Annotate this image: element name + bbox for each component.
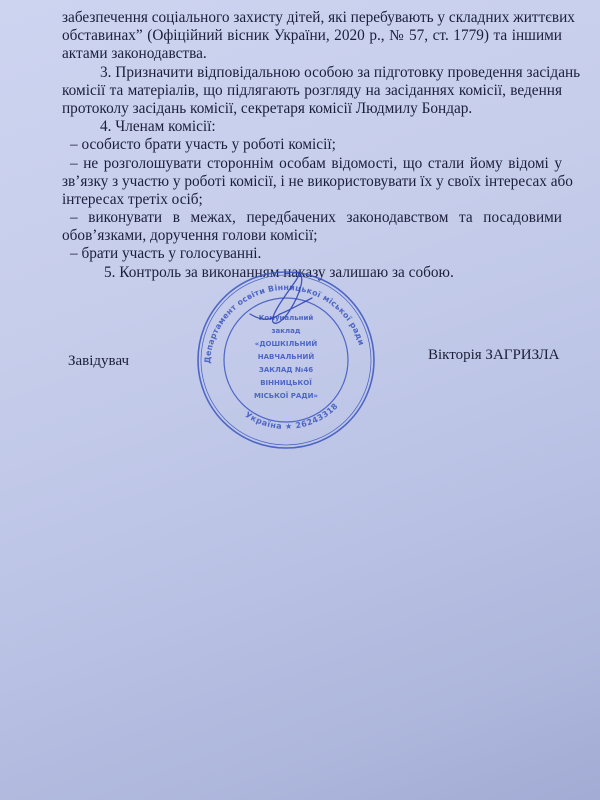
stamp-graphic	[196, 270, 376, 450]
paragraph-line: обов’язками, доручення голови комісії;	[62, 227, 318, 245]
stamp-inner-line: НАВЧАЛЬНИЙ	[257, 353, 315, 361]
official-stamp	[196, 270, 376, 450]
paragraph-line: зв’язку з участю у роботі комісії, і не використовувати їх у своїх інтересах або	[62, 172, 573, 190]
paragraph-item-5: 5. Контроль за виконанням наказу залишаю за собою.	[104, 263, 454, 281]
list-item: – не розголошувати стороннім особам відомості, що стали йому відомі у	[70, 154, 562, 172]
list-item: – особисто брати участь у роботі комісії;	[70, 136, 336, 154]
paragraph-line: інтересах третіх осіб;	[62, 190, 203, 208]
svg-text:Україна ★ 26243318	[243, 401, 339, 431]
stamp-inner-line: «ДОШКІЛЬНИЙ	[254, 340, 318, 348]
paragraph-line: забезпечення соціального захисту дітей, які перебувають у складних життєвих	[62, 9, 575, 26]
paragraph-item-4: 4. Членам комісії:	[100, 118, 216, 136]
signatory-name: Вікторія ЗАГРИЗЛА	[428, 347, 560, 363]
stamp-inner-line: ЗАКЛАД №46	[258, 366, 314, 374]
stamp-inner-line: МІСЬКОЇ РАДИ»	[254, 392, 318, 400]
list-item: – виконувати в межах, передбачених законодавством та посадовими	[70, 209, 562, 227]
paragraph-line: актами законодавства.	[62, 45, 207, 63]
signatory-position: Завідувач	[68, 353, 130, 369]
stamp-outer-text: Департамент освіти Вінницької міської ради	[202, 282, 367, 364]
stamp-inner-line: ВІННИЦЬКОЇ	[260, 379, 312, 387]
paragraph-line: протоколу засідань комісії, секретаря комісії Людмилу Бондар.	[62, 99, 473, 117]
stamp-inner-line: Комунальний	[258, 314, 314, 322]
paragraph-line: комісії та матеріалів, що підлягають розгляду на засіданнях комісії, ведення	[62, 81, 562, 99]
stamp-inner-line: заклад	[271, 327, 301, 335]
list-item: – брати участь у голосуванні.	[70, 245, 262, 263]
paragraph-item-3: 3. Призначити відповідальною особою за підготовку проведення засідань	[100, 63, 581, 81]
stamp-bottom-text: Україна ★ 26243318	[243, 401, 340, 432]
document-body	[62, 9, 581, 282]
paragraph-line: обставинах” (Офіційний вісник України, 2020 р., № 57, ст. 1779) та іншими	[62, 27, 562, 45]
